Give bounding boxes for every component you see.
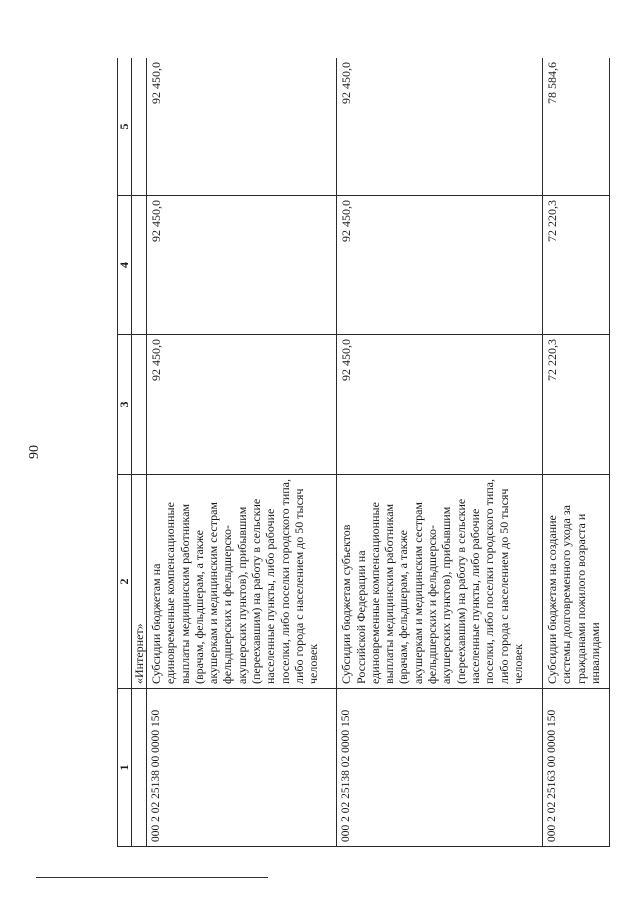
budget-code: 000 2 02 25163 00 0000 150 — [542, 689, 609, 847]
continuation-cell-3 — [132, 335, 147, 475]
continuation-cell-5 — [132, 58, 147, 196]
amount-col-3: 92 450,0 — [337, 335, 543, 475]
footer-divider — [36, 877, 268, 878]
table-header-row — [118, 58, 132, 847]
rotated-table — [117, 58, 610, 847]
amount-col-5: 78 584,6 — [542, 58, 609, 196]
continuation-text: «Интернет» — [132, 475, 147, 689]
continuation-code-cell — [132, 689, 147, 847]
amount-col-3: 72 220,3 — [542, 335, 609, 475]
header-col-4: 4 — [118, 196, 132, 335]
budget-item-name: Субсидии бюджетам субъектов Российской Федерации на единовременные компенсационные выплаты медицинским работникам (врачам, фельдшерам, а также акушеркам и медицинским сестрам фельдшерских и фельдшерско-акушерских пунктов), прибывшим (переехавшим) на работу в сельские населенные пункты, либо рабочие поселки, либо поселки городского типа, либо города с населением до 50 тысяч человек — [337, 475, 543, 689]
amount-col-3: 92 450,0 — [147, 335, 337, 475]
header-col-3: 3 — [118, 335, 132, 475]
table-row — [337, 58, 543, 847]
budget-table — [117, 58, 610, 847]
amount-col-5: 92 450,0 — [337, 58, 543, 196]
amount-col-4: 72 220,3 — [542, 196, 609, 335]
continuation-row — [132, 58, 147, 847]
continuation-cell-4 — [132, 196, 147, 335]
table-container — [117, 58, 610, 847]
amount-col-4: 92 450,0 — [147, 196, 337, 335]
amount-col-5: 92 450,0 — [147, 58, 337, 196]
budget-item-name: Субсидии бюджетам на создание системы долговременного ухода за гражданами пожилого возраста и инвалидами — [542, 475, 609, 689]
budget-code: 000 2 02 25138 02 0000 150 — [337, 689, 543, 847]
budget-code: 000 2 02 25138 00 0000 150 — [147, 689, 337, 847]
page-number: 90 — [27, 445, 42, 459]
budget-item-name: Субсидии бюджетам на единовременные компенсационные выплаты медицинским работникам (врачам, фельдшерам, а также акушеркам и медицинским сестрам фельдшерских и фельдшерско-акушерских пунктов), прибывшим (переехавшим) на работу в сельские населенные пункты, либо рабочие поселки, либо поселки городского типа, либо города с населением до 50 тысяч человек — [147, 475, 337, 689]
amount-col-4: 92 450,0 — [337, 196, 543, 335]
table-row — [147, 58, 337, 847]
table-row — [542, 58, 609, 847]
header-col-5: 5 — [118, 58, 132, 196]
header-col-2: 2 — [118, 475, 132, 689]
header-col-1: 1 — [118, 689, 132, 847]
